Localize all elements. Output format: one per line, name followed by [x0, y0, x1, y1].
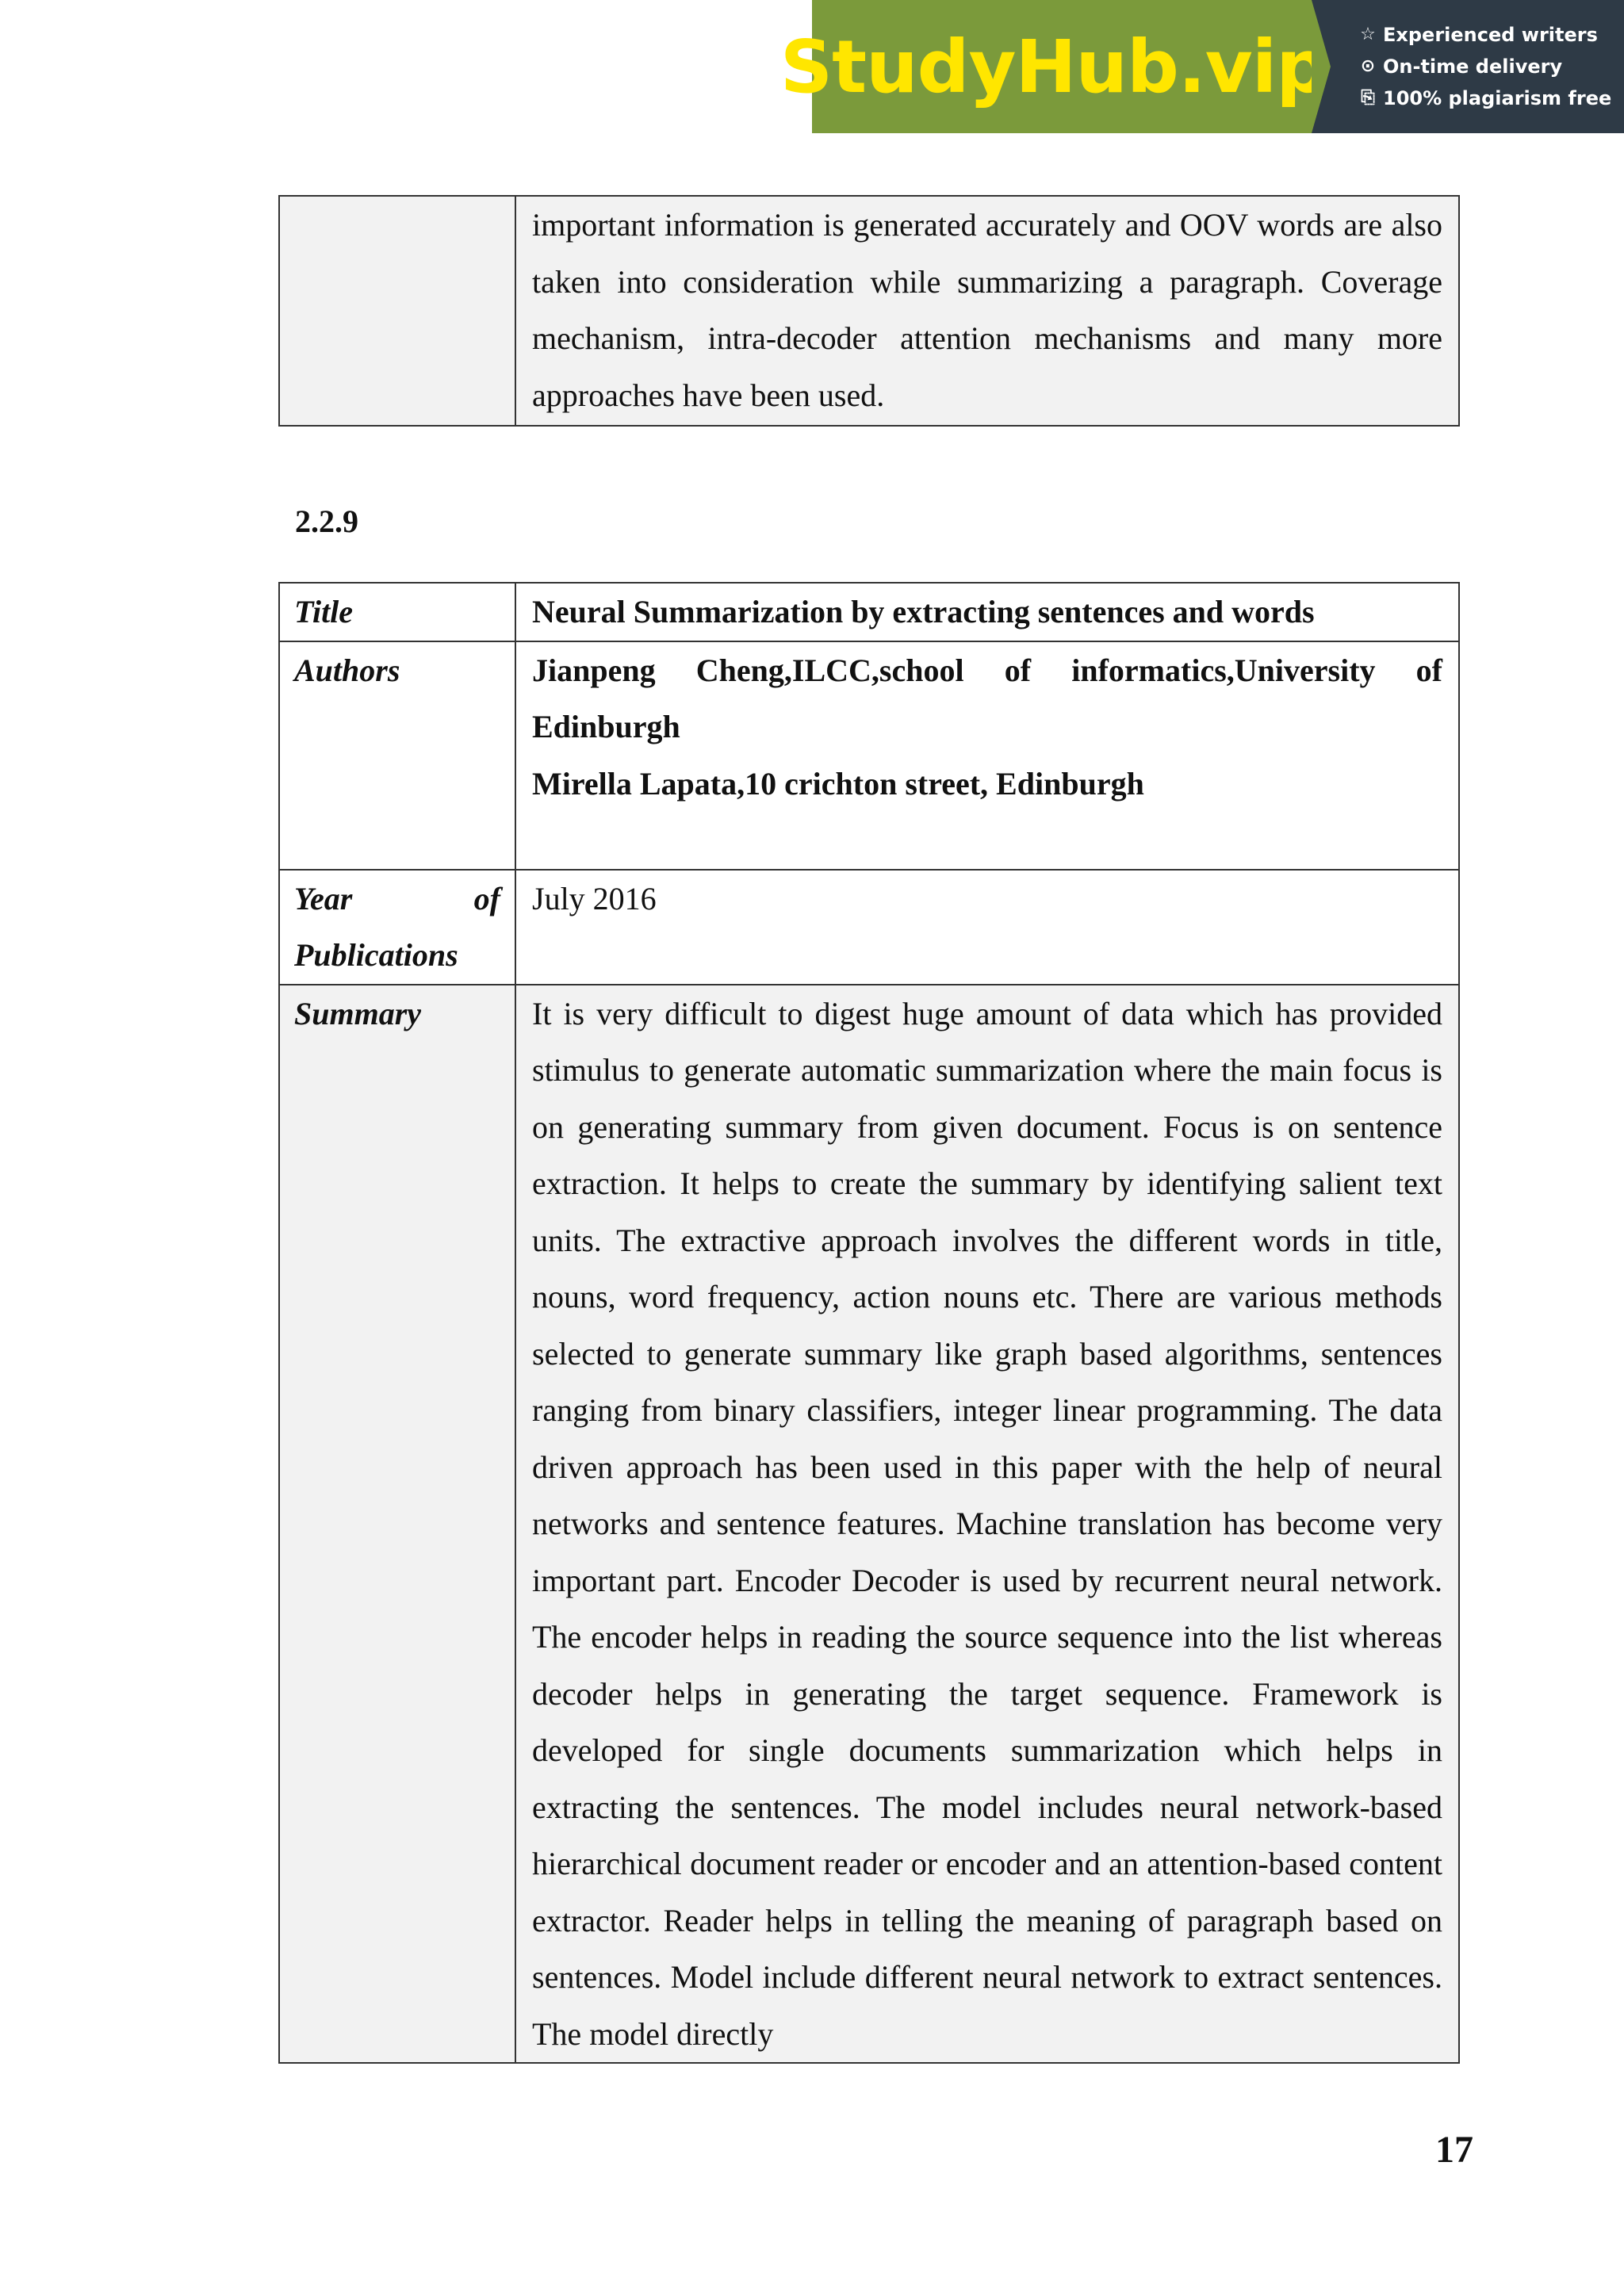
feature-experienced-writers [1359, 21, 1624, 48]
clock-icon: ⊙ [1360, 56, 1376, 76]
summary-continuation-cell [515, 196, 1459, 426]
summary-label-cell [279, 985, 515, 2064]
title-label: Title [294, 594, 354, 629]
table-row [279, 196, 1459, 426]
table-row-authors [279, 641, 1459, 870]
title-value: Neural Summarization by extracting sentences and words [532, 594, 1315, 629]
star-icon: ☆ [1360, 25, 1376, 44]
table-row-title [279, 583, 1459, 641]
year-value-cell [515, 870, 1459, 985]
year-label-cell [279, 870, 515, 985]
year-label-word: Publications [294, 937, 458, 973]
authors-label: Authors [294, 652, 400, 688]
banner-features [1312, 0, 1624, 133]
authors-label-cell [279, 641, 515, 870]
authors-line-1: Jianpeng Cheng,ILCC,school of informatics,University of Edinburgh [532, 652, 1442, 744]
authors-line-2: Mirella Lapata,10 crichton street, Edinburgh [532, 765, 1144, 802]
summary-value: It is very difficult to digest huge amount of data which has provided stimulus to generate automatic summarization where the main focus is on generating summary from given document. Focus is on sentence extraction. It helps to create the summary by identifying salient text units. The extractive approach involves the different words in title, nouns, word frequency, action nouns etc. There are various methods selected to generate summary like graph based algorithms, sentences ranging from binary classifiers, integer linear programming. The data driven approach has been used in this paper with the help of neural networks and sentence features. Machine translation has become very important part. Encoder Decoder is used by recurrent neural network. The encoder helps in reading the source sequence into the list whereas decoder helps in generating the target sequence. Framework is developed for single documents summarization which helps in extracting the sentences. The model includes neural network-based hierarchical document reader or encoder and an attention-based content extractor. Reader helps in telling the meaning of paragraph based on sentences. Model include different neural network to extract sentences. The model directly [532, 995, 1442, 2052]
table-row-year [279, 870, 1459, 985]
summary-label: Summary [294, 995, 422, 1031]
section-number: 2.2.9 [295, 503, 358, 539]
empty-label-cell [279, 196, 515, 426]
studyhub-logo[interactable] [779, 0, 1328, 133]
studyhub-banner[interactable] [779, 0, 1624, 133]
year-label-word: Year [294, 880, 353, 916]
year-value: July 2016 [532, 880, 657, 916]
summary-value-cell [515, 985, 1459, 2064]
logo-text: StudyHub.vip [779, 24, 1328, 109]
feature-label: Experienced writers [1383, 24, 1598, 46]
title-value-cell [515, 583, 1459, 641]
title-label-cell [279, 583, 515, 641]
summary-continuation-text: important information is generated accurately and OOV words are also taken into consideration while summarizing a paragraph. Coverage mechanism, intra-decoder attention mechanisms and many more approaches have been used. [532, 207, 1442, 413]
feature-label: On-time delivery [1383, 55, 1563, 78]
year-label [280, 871, 515, 984]
feature-plagiarism-free [1359, 85, 1624, 112]
table-row-summary [279, 985, 1459, 2064]
page-number: 17 [1435, 2129, 1473, 2171]
feature-label: 100% plagiarism free [1383, 87, 1612, 109]
previous-paper-table [278, 195, 1460, 427]
paper-table [278, 582, 1460, 2064]
copy-icon: ⎘ [1361, 88, 1375, 108]
authors-value-cell [515, 641, 1459, 870]
feature-on-time-delivery [1359, 53, 1624, 80]
year-label-word: of [473, 880, 500, 916]
